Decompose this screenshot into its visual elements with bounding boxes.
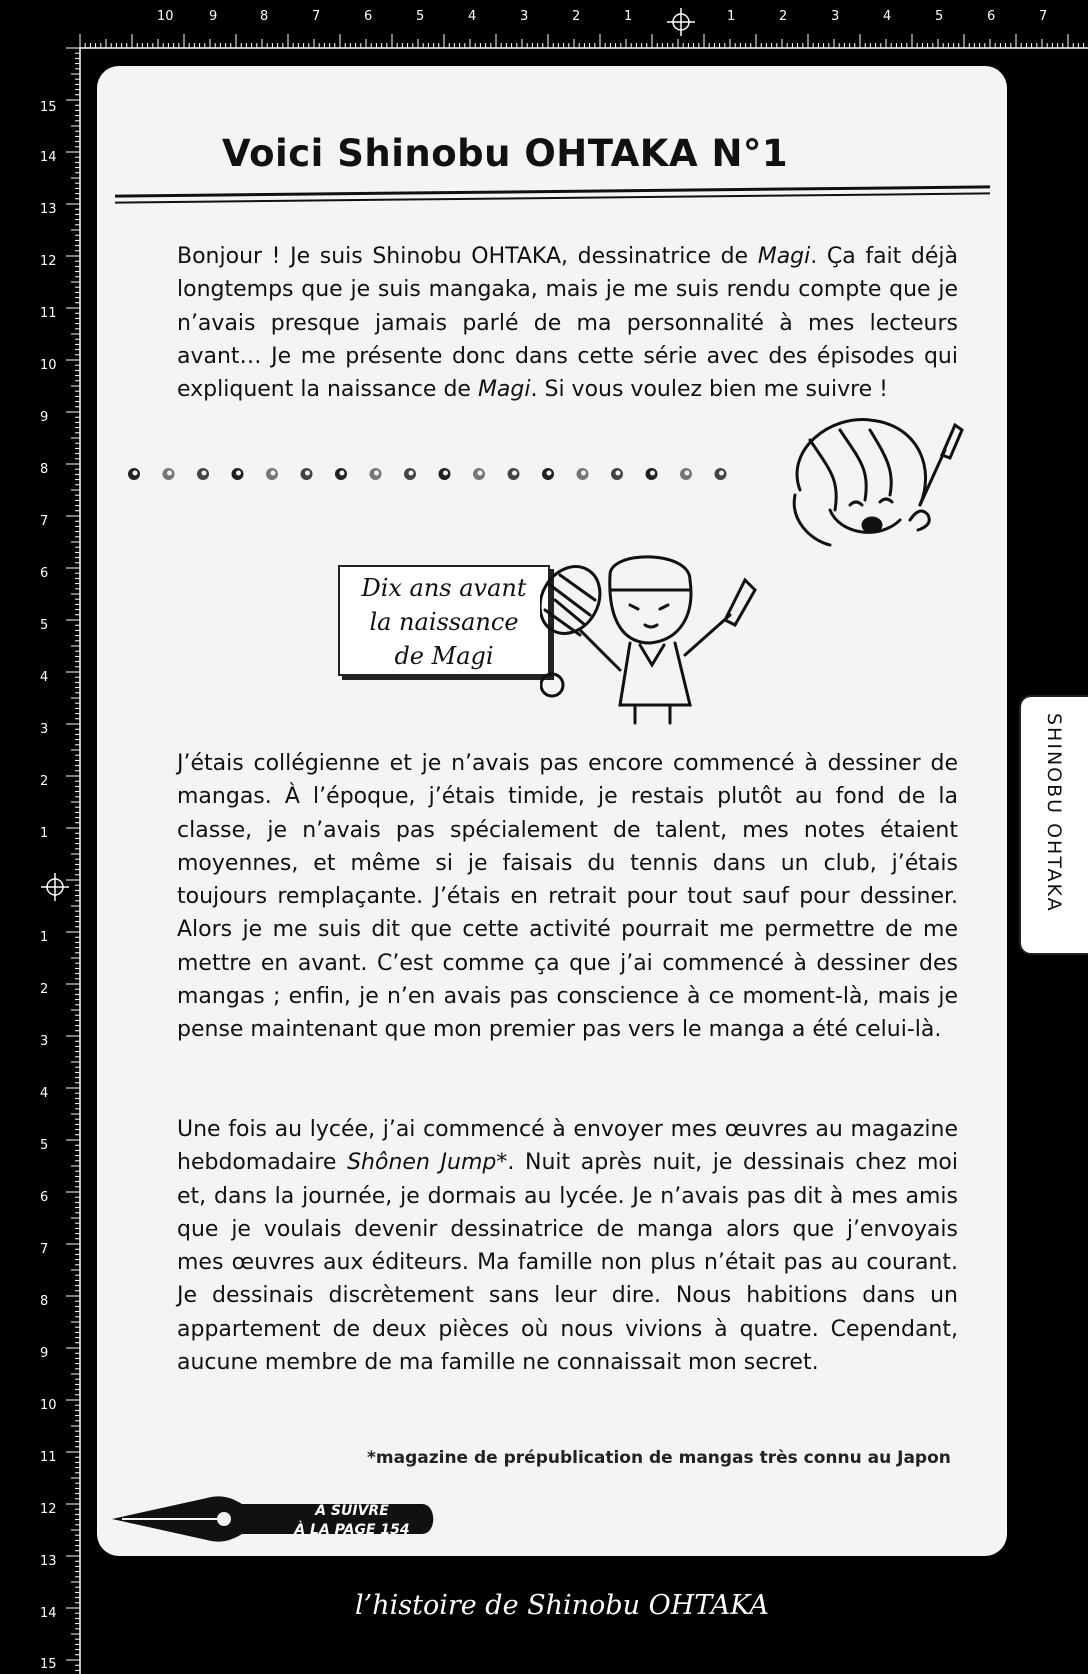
ruler-number: 7 [40, 514, 49, 529]
ruler-number: 3 [40, 1034, 49, 1049]
paragraph-college: J’étais collégienne et je n’avais pas encore commencé à dessiner de mangas. À l’époque, j’étais timide, je restais plutôt au fond de la classe, je n’avais pas spécialement de talent, mes notes étaient moyennes, et même si je faisais du tennis dans un club, j’étais toujours remplaçante. J’étais en retrait pour tout sauf pour dessiner. Alors je me suis dit que cette activité pourrait me permettre de me mettre en avant. C’est comme ça que j’ai commencé à dessiner des mangas ; enfin, je n’en avais pas conscience à ce moment-là, mais je pense maintenant que mon premier pas vers le manga a été celui-là. [177, 751, 958, 1043]
swirl-dot-center [443, 471, 448, 476]
swirl-dot-center [271, 471, 276, 476]
ruler-number: 9 [40, 410, 49, 425]
ruler-number: 6 [987, 9, 996, 24]
swirl-dot-center [581, 471, 586, 476]
caption-line-2: la naissance [369, 608, 519, 636]
swirl-dot-center [547, 471, 552, 476]
lycee-text-1: Une fois au lycée, j’ai commencé à envoyer mes œuvres au magazine hebdomadaire [177, 1117, 958, 1176]
ruler-number: 5 [416, 9, 425, 24]
ruler-number: 7 [1039, 9, 1048, 24]
ruler-number: 11 [40, 1450, 57, 1465]
swirl-dot-center [650, 471, 655, 476]
swirl-dot-center [478, 471, 483, 476]
ruler-number: 4 [40, 670, 49, 685]
schoolgirl-tennis-illustration [540, 555, 780, 730]
ruler-number: 5 [40, 1138, 49, 1153]
series-title: l’histoire de Shinobu OHTAKA [355, 1590, 769, 1621]
swirl-dot-center [719, 471, 724, 476]
intro-magi-1: Magi [757, 244, 811, 269]
ruler-number: 1 [40, 826, 49, 841]
intro-magi-2: Magi [477, 377, 531, 403]
ruler-number: 14 [40, 150, 57, 165]
ruler-number: 2 [779, 9, 788, 24]
ruler-number: 3 [40, 722, 49, 737]
caption-line-1: Dix ans avant [361, 574, 527, 602]
ruler-number: 5 [40, 618, 49, 633]
continue-label[interactable] [282, 1502, 422, 1540]
swirl-dot-center [305, 471, 310, 476]
swirl-dot-center [340, 471, 345, 476]
ruler-number: 12 [40, 254, 57, 269]
intro-text-2: . Ça fait déjà longtemps que je suis mangaka, mais je me suis rendu compte que je n’avais presque jamais parlé de ma personnalité à mes lecteurs avant… Je me présente donc dans cette série avec des épisodes qui expliquent la naissance de [177, 244, 958, 403]
top-ruler [0, 0, 1088, 52]
caption-line-3: de Magi [394, 642, 494, 670]
ruler-number: 11 [40, 306, 57, 321]
ruler-number: 1 [40, 930, 49, 945]
footnote: *magazine de prépublication de mangas très connu au Japon [367, 1448, 951, 1468]
ruler-number: 6 [364, 9, 373, 24]
swirl-dot-center [167, 471, 172, 476]
intro-paragraph [177, 240, 958, 406]
intro-text-3: . Si vous voulez bien me suivre ! [530, 377, 888, 403]
swirl-dot-center [374, 471, 379, 476]
ruler-number: 7 [40, 1242, 49, 1257]
ruler-number: 3 [831, 9, 840, 24]
ruler-number: 10 [40, 1398, 57, 1413]
paragraph-lycee [177, 1113, 958, 1379]
ruler-number: 9 [209, 9, 218, 24]
ruler-number: 7 [312, 9, 321, 24]
ruler-number: 13 [40, 202, 57, 217]
ruler-number: 10 [40, 358, 57, 373]
intro-text-1: Bonjour ! Je suis Shinobu OHTAKA, dessinatrice de [177, 244, 758, 269]
ruler-number: 2 [40, 774, 49, 789]
ruler-number: 2 [40, 982, 49, 997]
shonen-jump-name: Shônen Jump [347, 1150, 497, 1176]
swirl-dot-center [512, 471, 517, 476]
swirl-dot-center [236, 471, 241, 476]
ruler-number: 13 [40, 1554, 57, 1569]
continue-line-2: À LA PAGE 154 [294, 1522, 410, 1538]
caption-box [338, 565, 550, 676]
ruler-number: 3 [520, 9, 529, 24]
ruler-number: 6 [40, 566, 49, 581]
ruler-number: 15 [40, 100, 57, 115]
ruler-number: 9 [40, 1346, 49, 1361]
ruler-number: 8 [40, 462, 49, 477]
swirl-dot-center [202, 471, 207, 476]
ruler-number: 8 [40, 1294, 49, 1309]
ruler-number: 12 [40, 1502, 57, 1517]
side-tab-label: SHINOBU OHTAKA [1043, 713, 1065, 913]
ruler-number: 1 [727, 9, 736, 24]
swirl-dot-center [409, 471, 414, 476]
lycee-text-2: *. Nuit après nuit, je dessinais chez moi et, dans la journée, je dormais au lycée. Je n’avais pas dit à mes amis que je voulais devenir dessinatrice de manga alors que j’envoyais mes œuvres aux éditeurs. Ma famille non plus n’était pas au courant. Je dessinais discrètement sans leur dire. Nous habitions dans un appartement de deux pièces où nous vivions à quatre. Cependant, aucune membre de ma famille ne connaissait mon secret. [177, 1150, 958, 1376]
continue-line-1: À SUIVRE [315, 1503, 389, 1519]
swirl-dot-center [685, 471, 690, 476]
ruler-number: 15 [40, 1657, 57, 1672]
author-side-tab [1019, 695, 1088, 955]
ruler-number: 14 [40, 1606, 57, 1621]
ruler-number: 2 [572, 9, 581, 24]
ruler-number: 4 [40, 1086, 49, 1101]
ruler-number: 5 [935, 9, 944, 24]
swirl-dot-center [133, 471, 138, 476]
swirl-dot-center [616, 471, 621, 476]
ruler-number: 8 [260, 9, 269, 24]
page-title: Voici Shinobu OHTAKA N°1 [222, 132, 789, 175]
ruler-number: 10 [157, 9, 174, 24]
ruler-number: 6 [40, 1190, 49, 1205]
swirl-divider-icon [124, 462, 734, 486]
ruler-number: 4 [883, 9, 892, 24]
ruler-number: 4 [468, 9, 477, 24]
author-portrait-illustration [770, 410, 1000, 560]
ruler-number: 1 [624, 9, 633, 24]
